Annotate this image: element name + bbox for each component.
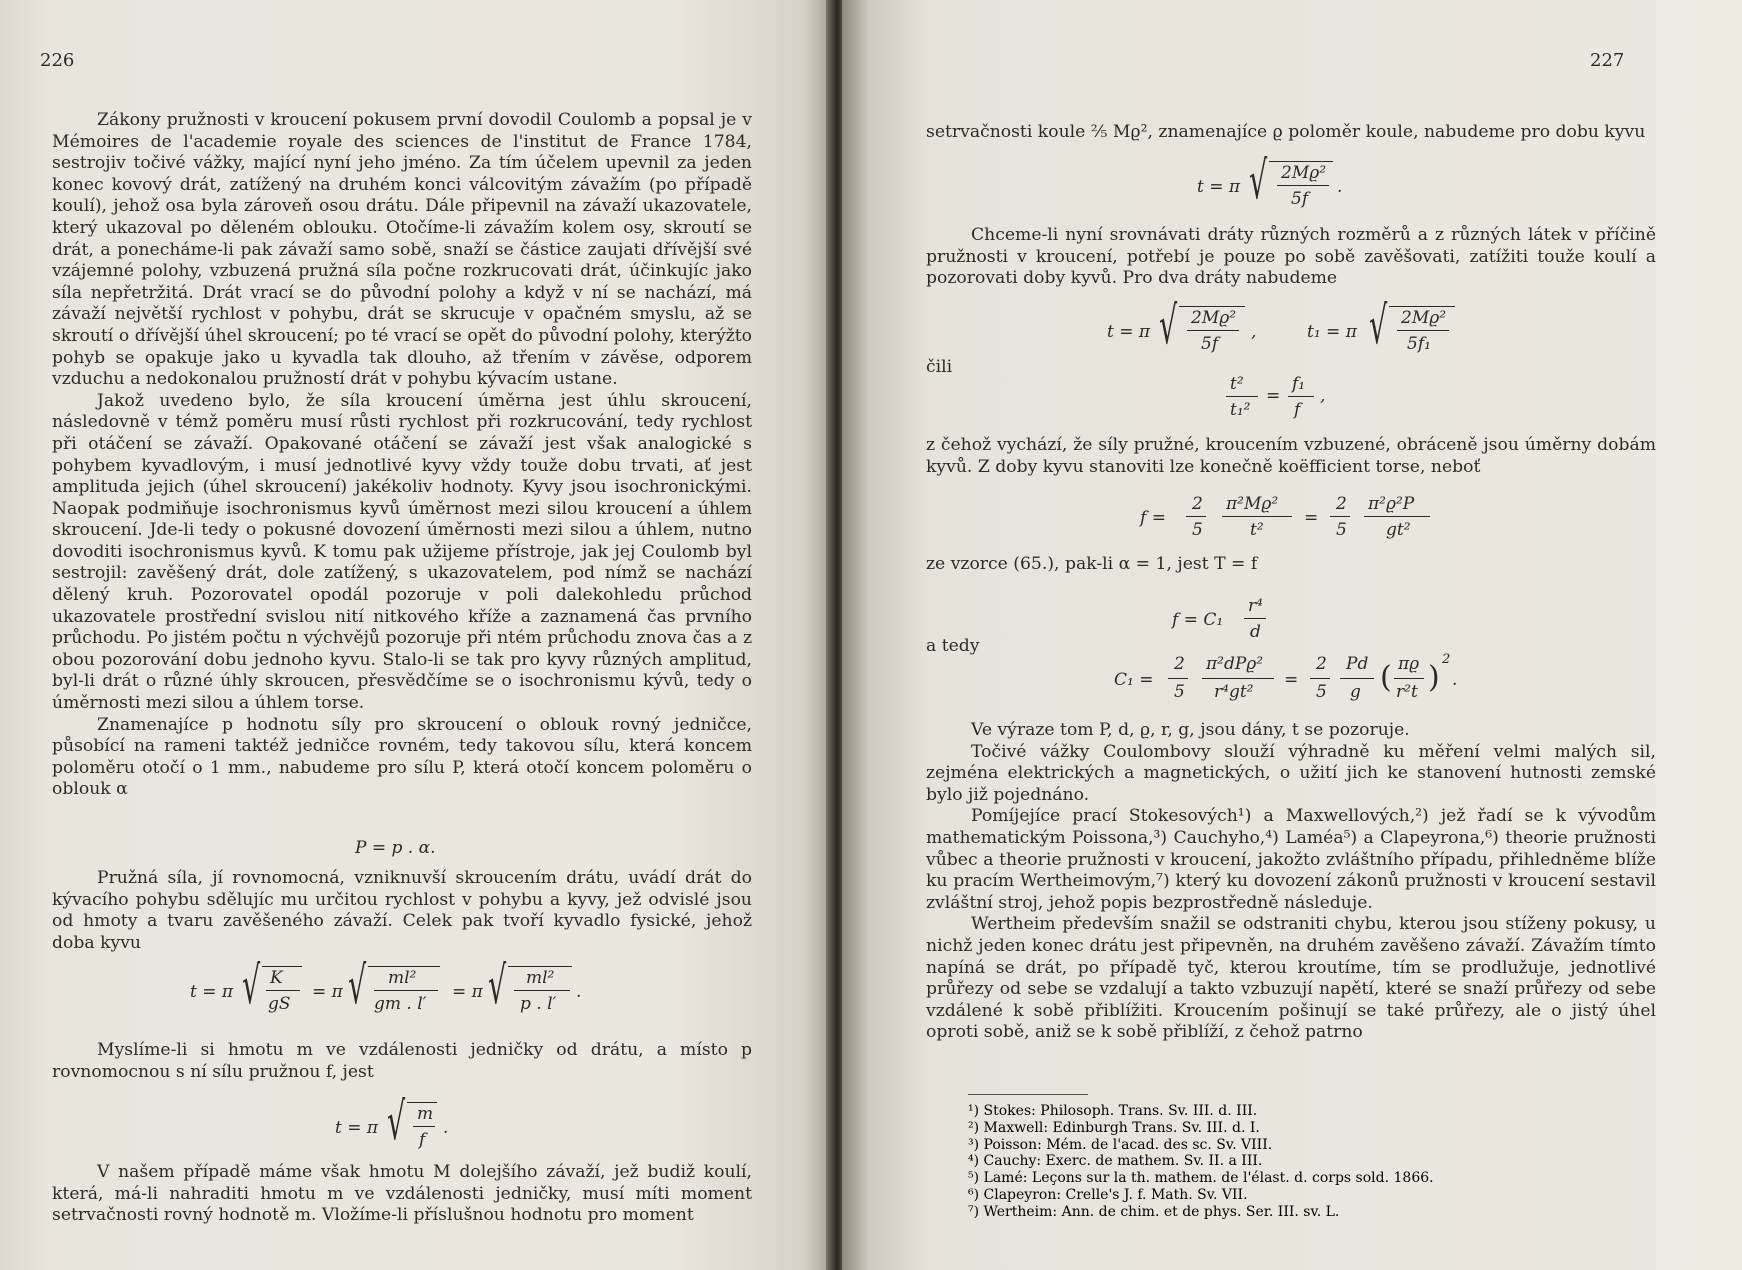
equation-pendulum-period: t = π √ K gS = π √ ml² gm . l′ = π √ ml² p . l′ . [190,956,582,1016]
footnote-2: ²) Maxwell: Edinburgh Trans. Sv. III. d. I. [968,1119,1260,1136]
paragraph: a tedy [926,636,980,656]
paragraph: setrvačnosti koule ⅖ Mϱ², znamenajíce ϱ poloměr koule, nabudeme pro dobu kyvu [926,122,1646,142]
paragraph: čili [926,357,953,377]
a-tedy-label [926,636,1126,658]
paragraph: Točivé vážky Coulombovy slouží výhradně ku měření velmi malých sil, zejména elektrických a magnetických, o užití jich ke stanovení hutnosti zemské bylo již pojednáno. [926,741,1656,805]
left-text-block-4 [52,1162,752,1227]
equation-t-pi-sqrt-m-f: t = π √ m f . [335,1092,449,1152]
right-line-1 [926,122,1656,144]
footnotes [968,1103,1608,1221]
footnote-1: ¹) Stokes: Philosoph. Trans. Sv. III. d. III. [968,1103,1258,1119]
right-text-block-1 [926,225,1656,290]
right-text-block-4 [926,720,1656,1044]
footnote-7: ⁷) Wertheim: Ann. de chim. et de phys. Ser. III. sv. L. [968,1203,1340,1220]
paragraph: Pružná síla, jí rovnomocná, vzniknuvší skroucením drátu, uvádí drát do kývacího pohybu sdělujíc mu určitou rychlost v pohybu a kyvy, jež odvislé jsou od hmoty a tvaru zavěšeného závaží. Celek pak tvoří kyvadlo fysické, jehož doba kyvu [52,868,752,953]
left-page [0,0,838,1270]
footnote-5: ⁵) Lamé: Leçons sur la th. mathem. de l'élast. d. corps sold. 1866. [968,1170,1434,1187]
right-text-block-3 [926,554,1656,576]
equation-ratio: t² t₁² = f₁ f , [1230,374,1370,434]
paragraph: Myslíme-li si hmotu m ve vzdálenosti jedničky od drátu, a místo p rovnomocnou s ní sílu pružnou f, jest [52,1040,752,1082]
paragraph: ze vzorce (65.), pak-li α = 1, jest T = f [926,554,1258,574]
equation-two-wires: t = π √ 2Mϱ² 5f , t₁ = π √ 2Mϱ² 5f₁ [1107,300,1547,370]
equation-P: P = p . α. [355,838,436,858]
equation-t-sphere: t = π √ 2Mϱ² 5f . [1197,151,1343,211]
page-number-right: 227 [1590,50,1625,71]
paragraph: Jakož uvedeno bylo, že síla kroucení úměrna jest úhlu skroucení, následovně v témž poměru musí růsti rychlost při rozkrucování, tedy rychlost při otáčení se závaží. Opakované otáčení se závaží jest však analogické s pohybem kyvadlovým, i musí jednotlivé kyvy vždy touže dobu trvati, ať jest amplituda jejich (úhel skroucení) jakékoliv hodnoty. Kyvy jsou isochronickými. Naopak podmiňuje isochronismus kyvů úměrnost mezi silou kroucení a úhlem skroucení. Jde-li tedy o pokusné dovození úměrnosti mezi silou a úhlem, nutno dovoditi isochronismus kyvů. K tomu pak užijeme přístroje, jak jej Coulomb byl sestrojil: zavěšený drát, dole zatížený, s ukazovatelem, pod nímž se nachází dělený kruh. Pozorovatel opodál pozoruje v poli dalekohledu průchod ukazovatele prostřední svislou nití nitkového kříže a zaznamená čas prvního průchodu. Po jistém počtu n výchvějů pozoruje při ntém průchodu znova čas a z obou pozorování dobu jednoho kyvu. Stalo-li se tak pro kyvy různých amplitud, byl-li drát o různé úhly skroucen, přesvědčíme se o isochronismu kývů, tedy o úměrnosti mezi silou a úhlem torse. [52,390,752,714]
right-text-block-2 [926,435,1656,478]
footnote-3: ³) Poisson: Mém. de l'acad. des sc. Sv. VIII. [968,1136,1273,1153]
paragraph: Chceme-li nyní srovnávati dráty různých rozměrů a z různých látek v příčině pružnosti v kroucení, potřebí je pouze po sobě zavěšovati, zatížiti touže koulí a pozorovati doby kyvů. Pro dva dráty nabudeme [926,225,1656,289]
equation-f-C1: f = C₁ r⁴ d [1172,592,1312,652]
equation-f: f = 2 5 π²Mϱ² t² = 2 5 π²ϱ²P gt² [1140,490,1600,550]
right-page [842,0,1742,1270]
left-text-block-1 [52,110,752,801]
paragraph: Pomíjejíce prací Stokesových¹) a Maxwellových,²) jež řadí se k vývodům mathematickým Poissona,³) Cauchyho,⁴) Laméa⁵) a Clapeyrona,⁶) theorie pružnosti vůbec a theorie pružnosti v kroucení, jakožto zvláštního případu, přihledněme blíže ku pracím Wertheimovým,⁷) který ku dovození zákonů pružnosti v kroucení sestavil zvláštní stroj, jehož popis bezprostředně následuje. [926,806,1656,913]
paragraph: Zákony pružnosti v kroucení pokusem první dovodil Coulomb a popsal je v Mémoires de l'academie royale des sciences de l'institut de France 1784, sestrojiv točivé vážky, mající nyní jeho jméno. Za tím účelem upevnil za jeden konec kovový drát, zatížený na druhém konci válcovitým závažím (po případě koulí), jehož osa byla zároveň osou drátu. Dále připevnil na závaží ukazovatele, který ukazoval po děleném oblouku. Otočíme-li závažím kolem osy, skroutí se drát, a ponecháme-li pak závaží samo sobě, snaží se částice zaujati dřívější své vzájemné polohy, vzbuzená pružná síla počne rozkrucovati drát, účinkujíc jako síla nepřetržitá. Drát vrací se do původní polohy a když v ní se nachází, má závaží největší rychlost v pohybu, drát se skrucuje v opačném smyslu, až se skroutí o dřívější úhel skroucení; po té vrací se opět do původní polohy, kterýžto pohyb se opakuje jako u kyvadla tak dlouho, až třením v závěse, odporem vzduchu a nedokonalou pružností drát v pohybu kývacím ustane. [52,110,752,390]
page-number-left: 226 [40,50,75,71]
equation-C1: C₁ = 2 5 π²dPϱ² r⁴gt² = 2 5 Pd g ( πϱ r²t ) 2 . [1114,652,1458,702]
footnote-6: ⁶) Clapeyron: Crelle's J. f. Math. Sv. VII. [968,1186,1248,1203]
footnote-rule [968,1094,1088,1095]
cili-label [926,357,1026,379]
left-text-block-2 [52,868,752,954]
paragraph: V našem případě máme však hmotu M dolejšího závaží, jež budiž koulí, která, má-li nahraditi hmotu m ve vzdálenosti jedničky, musí míti moment setrvačnosti rovný hodnotě m. Vložíme-li příslušnou hodnotu pro moment [52,1162,752,1226]
paragraph: z čehož vychází, že síly pružné, kroucením vzbuzené, obráceně jsou úměrny dobám kyvů. Z doby kyvu stanoviti lze konečně koëfficient torse, neboť [926,435,1656,477]
paragraph: Ve výraze tom P, d, ϱ, r, g, jsou dány, t se pozoruje. [971,720,1410,740]
left-text-block-3 [52,1040,752,1083]
paragraph: Znamenajíce p hodnotu síly pro skroucení o oblouk rovný jedničce, působící na rameni taktéž jedničce rovném, tedy takovou sílu, která koncem poloměru otočí o 1 mm., nabudeme pro sílu P, která otočí koncem poloměru o oblouk α [52,714,752,800]
paragraph: Wertheim především snažil se odstraniti chybu, kterou jsou stíženy pokusy, u nichž jeden konec drátu jest připevněn, na druhém zavěšeno závaží. Závažím tímto napíná se drát, po případě tyč, kterou kroutíme, tím se prodlužuje, jednotlivé průřezy od sebe se vzdalují a takto vzbuzují napětí, které se snaží průřezy od sebe vzdálené k sobě přiblížiti. Kroucením pošinují se také průřezy, ale o jistý úhel oproti sobě, aniž se k sobě přiblíží, z čehož patrno [926,914,1656,1043]
footnote-4: ⁴) Cauchy: Exerc. de mathem. Sv. II. a III. [968,1153,1263,1170]
